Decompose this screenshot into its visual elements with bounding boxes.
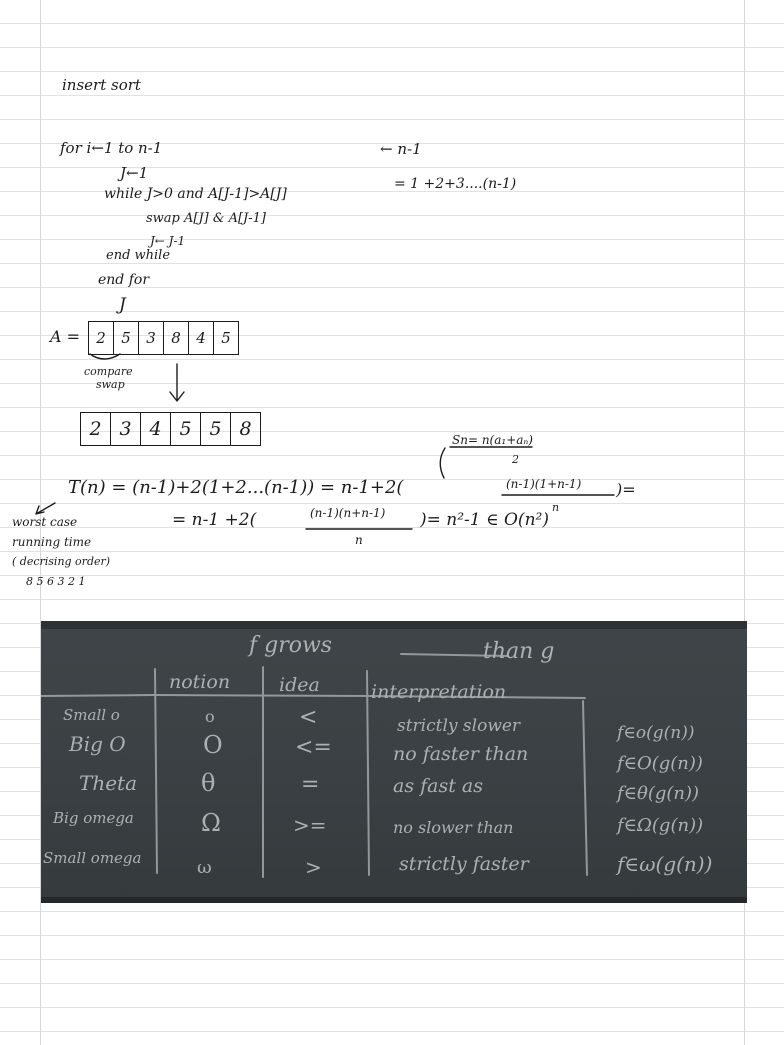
t-fraction-top: (n-1)(1+n-1) <box>506 477 582 491</box>
row-interp-small-o: strictly slower <box>397 716 521 736</box>
board-top-frame <box>41 621 747 629</box>
t-equation-left: T(n) = (n-1)+2(1+2...(n-1)) = n-1+2( <box>68 477 404 498</box>
initial-array-cell: 3 <box>139 322 164 354</box>
column-header-interpretation: interpretation <box>371 681 507 703</box>
code-end-while: end while <box>106 248 171 263</box>
board-heading-right: than g <box>483 639 555 664</box>
row-symbol-small-omega: ω <box>197 857 212 878</box>
board-bottom-frame <box>41 897 747 903</box>
row-membership-big-omega: f∈Ω(g(n)) <box>617 815 704 836</box>
sorted-array-cell: 5 <box>201 413 231 445</box>
row-idea-big-o: <= <box>295 735 332 760</box>
initial-array-cell: 4 <box>189 322 214 354</box>
inner-loop-cost: = 1 +2+3....(n-1) <box>394 176 517 192</box>
row-name-big-omega: Big omega <box>53 809 134 827</box>
chalk-col-line-4 <box>583 701 587 875</box>
swap-label: swap <box>96 378 125 391</box>
sn-denominator: 2 <box>512 453 519 466</box>
row-name-small-omega: Small omega <box>43 849 142 867</box>
compare-label: compare <box>84 365 133 378</box>
row-membership-small-o: f∈o(g(n)) <box>617 723 695 743</box>
code-end-for: end for <box>98 272 150 288</box>
second-fraction-top: (n-1)(n+n-1) <box>310 506 386 520</box>
chalk-col-line-1 <box>155 669 157 873</box>
worst-case-line-4: 8 5 6 3 2 1 <box>26 575 86 588</box>
row-idea-small-omega: > <box>305 855 322 879</box>
row-interp-big-omega: no slower than <box>393 818 514 837</box>
array-a-label: A = <box>50 327 81 346</box>
row-idea-big-omega: >= <box>293 813 327 837</box>
row-symbol-big-o: O <box>203 731 223 759</box>
notes-title: insert sort <box>62 76 141 94</box>
code-j-assign: J←1 <box>120 164 149 182</box>
board-heading-left: f grows <box>249 633 333 658</box>
code-while-line: while J>0 and A[J-1]>A[J] <box>104 186 287 202</box>
second-fraction-bottom: n <box>355 533 363 547</box>
initial-array-cell: 8 <box>164 322 189 354</box>
row-name-theta: Theta <box>79 771 138 795</box>
column-header-idea: idea <box>279 674 320 696</box>
initial-array-cell: 5 <box>114 322 139 354</box>
code-swap-line: swap A[J] & A[J-1] <box>146 211 266 226</box>
row-interp-big-o: no faster than <box>393 743 529 765</box>
second-line-left: = n-1 +2( <box>172 510 257 530</box>
sort-down-arrow <box>170 364 184 401</box>
row-symbol-theta: θ <box>201 769 216 797</box>
sn-formula: Sn= n(a₁+aₙ) <box>452 433 533 447</box>
initial-array <box>88 321 239 355</box>
column-header-notion: notion <box>169 671 231 693</box>
row-name-big-o: Big O <box>69 732 126 756</box>
worst-case-line-3: ( decrising order) <box>12 555 111 568</box>
row-idea-theta: = <box>301 772 320 797</box>
worst-case-line-2: running time <box>12 535 92 549</box>
row-membership-theta: f∈θ(g(n)) <box>617 783 700 804</box>
row-interp-theta: as fast as <box>393 775 483 797</box>
row-symbol-big-omega: Ω <box>201 809 221 837</box>
sorted-array-cell: 4 <box>141 413 171 445</box>
sorted-array-cell: 8 <box>239 418 252 440</box>
worst-case-arrow <box>36 503 55 514</box>
code-j-decrement: J← J-1 <box>150 234 186 248</box>
second-line-right: )= n²-1 ∈ O(n²) <box>420 510 549 530</box>
worst-case-line-1: worst case <box>12 515 78 529</box>
sorted-array <box>80 412 261 446</box>
row-symbol-small-o: o <box>205 707 215 726</box>
row-interp-small-omega: strictly faster <box>399 853 529 875</box>
sorted-array-cell: 5 <box>171 413 201 445</box>
t-fraction-bottom: n <box>552 501 560 514</box>
initial-array-cell: 5 <box>221 329 231 347</box>
chalkboard-photo <box>41 621 747 903</box>
row-membership-small-omega: f∈ω(g(n)) <box>617 852 713 876</box>
outer-loop-cost: ← n-1 <box>380 140 422 158</box>
row-name-small-o: Small o <box>63 706 120 724</box>
code-for-line: for i←1 to n-1 <box>60 139 163 157</box>
sn-brace <box>440 448 445 478</box>
row-idea-small-o: < <box>299 705 318 730</box>
sorted-array-cell: 3 <box>111 413 141 445</box>
j-pointer-label: J <box>119 295 126 315</box>
t-equation-end: )= <box>616 480 636 499</box>
initial-array-cell: 2 <box>89 322 114 354</box>
row-membership-big-o: f∈O(g(n)) <box>617 753 703 774</box>
chalk-col-line-3 <box>367 671 369 875</box>
sorted-array-cell: 2 <box>81 413 111 445</box>
